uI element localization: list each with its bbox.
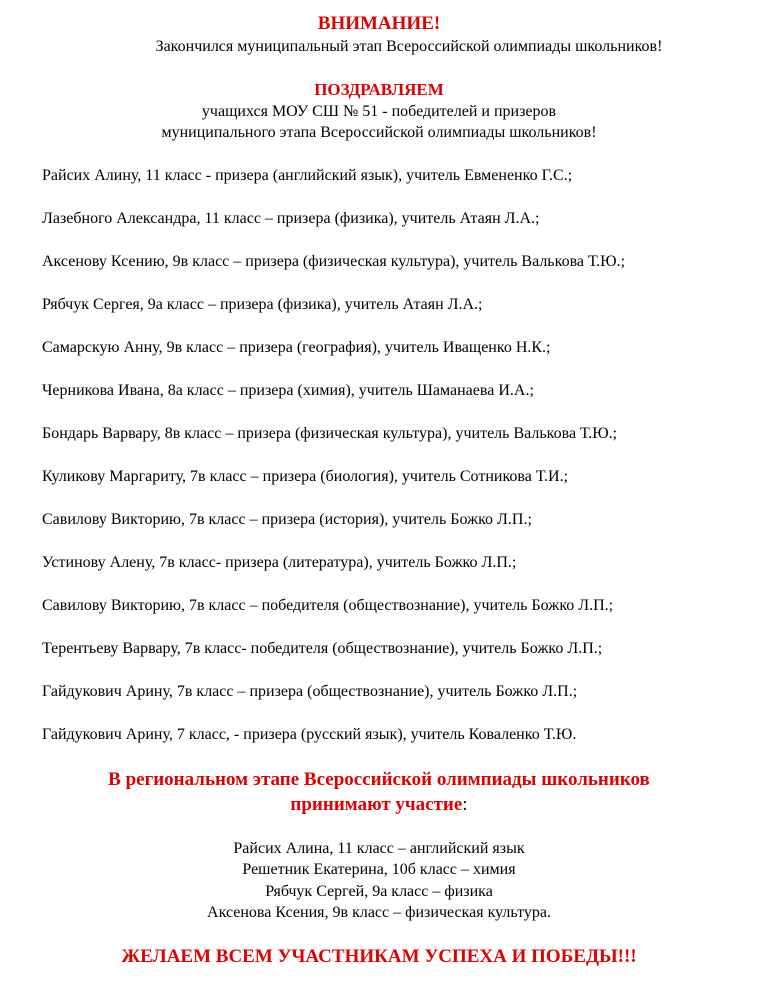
list-item: Рябчук Сергея, 9а класс – призера (физика), учитель Атаян Л.А.; xyxy=(42,296,483,313)
list-item: Устинову Алену, 7в класс- призера (литература), учитель Божко Л.П.; xyxy=(42,554,517,571)
list-item: Черникова Ивана, 8а класс – призера (химия), учитель Шаманаева И.А.; xyxy=(42,382,534,399)
list-item: Гайдукович Арину, 7в класс – призера (обществознание), учитель Божко Л.П.; xyxy=(42,683,578,700)
list-item: Решетник Екатерина, 10б класс – химия xyxy=(242,861,516,878)
list-item: Самарскую Анну, 9в класс – призера (география), учитель Иващенко Н.К.; xyxy=(42,339,551,356)
regional-title-text: принимают участие xyxy=(290,794,463,815)
congrats-line-1: учащихся МОУ СШ № 51 - победителей и призеров xyxy=(201,103,557,120)
list-item: Аксенову Ксению, 9в класс – призера (физическая культура), учитель Валькова Т.Ю.; xyxy=(42,253,626,270)
attention-text: Закончился муниципальный этап Всероссийской олимпиады школьников! xyxy=(155,38,663,55)
congrats-line-2: муниципального этапа Всероссийской олимпиады школьников! xyxy=(161,124,597,141)
list-item: Терентьеву Варвару, 7в класс- победителя (обществознание), учитель Божко Л.П.; xyxy=(42,640,603,657)
list-item: Лазебного Александра, 11 класс – призера (физика), учитель Атаян Л.А.; xyxy=(42,210,540,227)
list-item: Бондарь Варвару, 8в класс – призера (физическая культура), учитель Валькова Т.Ю.; xyxy=(42,425,618,442)
list-item: Савилову Викторию, 7в класс – победителя (обществознание), учитель Божко Л.П.; xyxy=(42,597,614,614)
regional-title-line-2 xyxy=(0,795,758,814)
regional-title-colon: : xyxy=(462,794,468,815)
list-item: Райсих Алина, 11 класс – английский язык xyxy=(233,840,525,857)
closing-wish: ЖЕЛАЕМ ВСЕМ УЧАСТНИКАМ УСПЕХА И ПОБЕДЫ!!! xyxy=(121,946,637,967)
regional-title-line-1: В региональном этапе Всероссийской олимпиады школьников xyxy=(108,769,650,790)
list-item: Куликову Маргариту, 7в класс – призера (биология), учитель Сотникова Т.И.; xyxy=(42,468,569,485)
list-item: Райсих Алину, 11 класс - призера (английский язык), учитель Евмененко Г.С.; xyxy=(42,167,573,184)
list-item: Рябчук Сергей, 9а класс – физика xyxy=(265,883,493,900)
attention-heading: ВНИМАНИЕ! xyxy=(317,13,441,34)
list-item: Аксенова Ксения, 9в класс – физическая культура. xyxy=(207,904,551,921)
list-item: Савилову Викторию, 7в класс – призера (история), учитель Божко Л.П.; xyxy=(42,511,532,528)
list-item: Гайдукович Арину, 7 класс, - призера (русский язык), учитель Коваленко Т.Ю. xyxy=(42,726,577,743)
congrats-heading: ПОЗДРАВЛЯЕМ xyxy=(314,80,444,99)
